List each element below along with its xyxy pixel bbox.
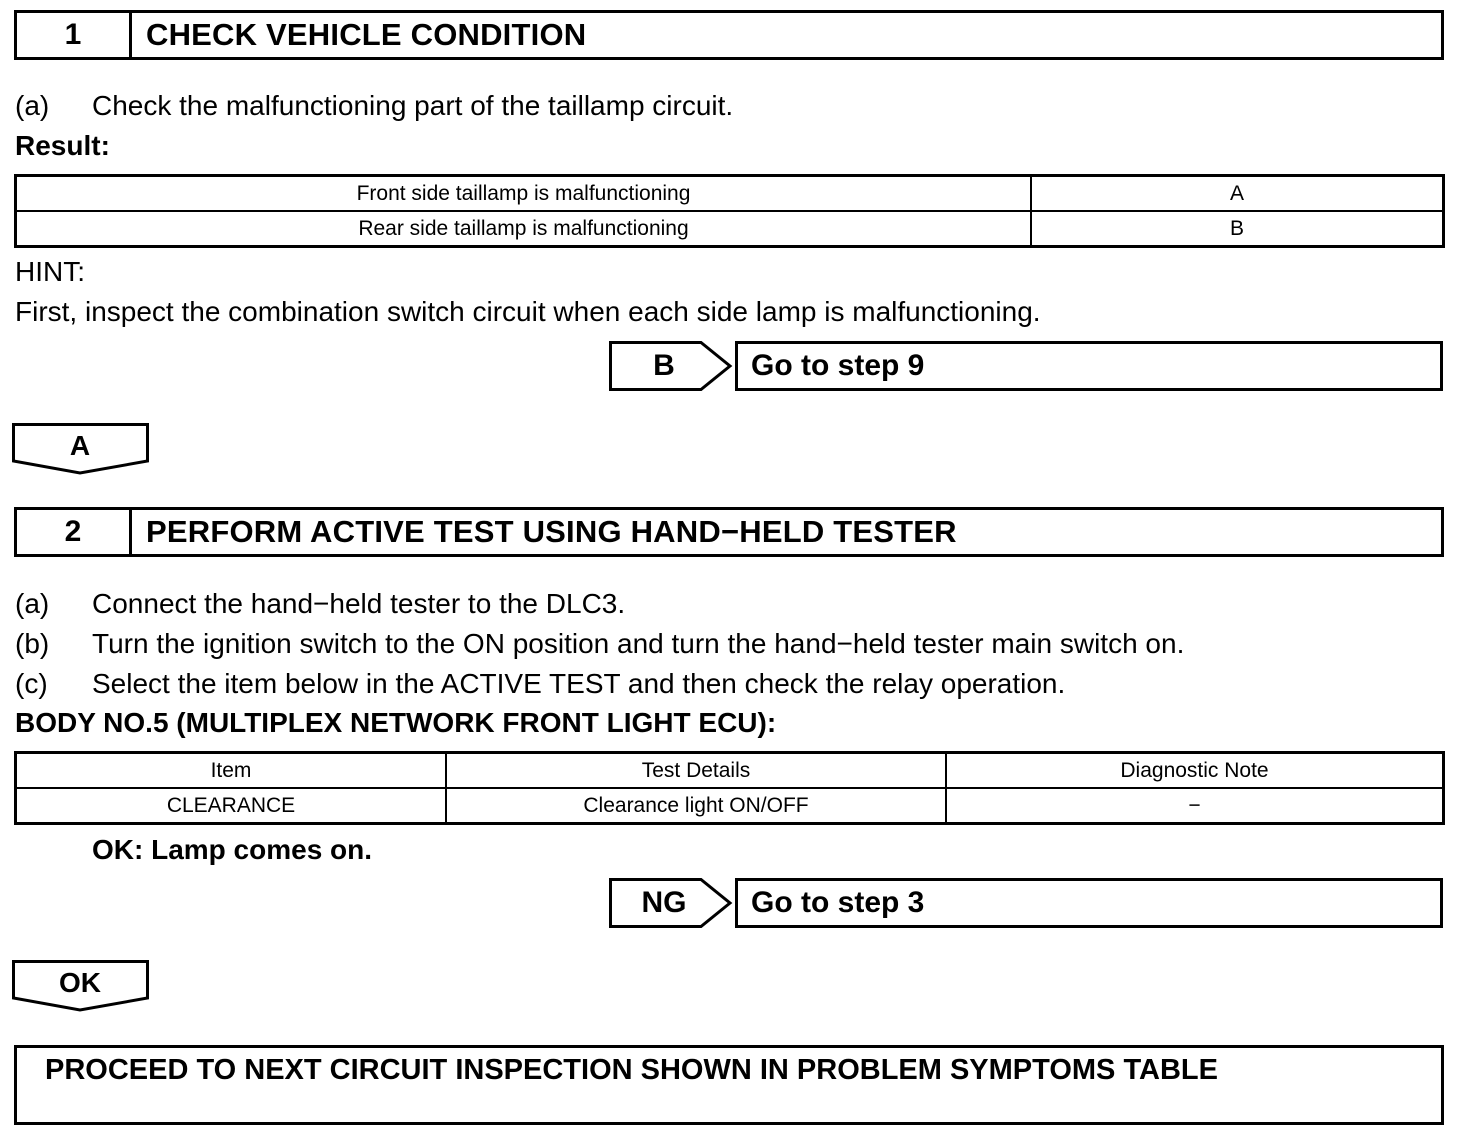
result-condition-cell: Front side taillamp is malfunctioning — [16, 176, 1032, 212]
instruction-text: Select the item below in the ACTIVE TEST and then check the relay operation. — [92, 668, 1066, 699]
step-2-header — [14, 507, 1444, 557]
instruction-label: (a) — [15, 588, 50, 619]
table-row — [16, 211, 1444, 247]
result-condition-cell: Rear side taillamp is malfunctioning — [16, 211, 1032, 247]
continue-a-label: A — [69, 430, 91, 461]
step-2-title: PERFORM ACTIVE TEST USING HAND−HELD TESTER — [146, 514, 957, 549]
cell-diagnostic-note: − — [946, 788, 1444, 824]
branch-b-label: B — [653, 349, 675, 382]
branch-ng-target: Go to step 3 — [735, 878, 1443, 928]
continue-ok-label: OK — [59, 967, 101, 998]
column-header-item: Item — [16, 753, 447, 789]
branch-b[interactable] — [609, 341, 1445, 393]
continue-ok-tag[interactable] — [12, 960, 150, 1012]
table-row — [16, 176, 1444, 212]
instruction-text: Check the malfunctioning part of the taillamp circuit. — [92, 90, 734, 121]
instruction-label: (c) — [15, 668, 48, 699]
step-1-number: 1 — [17, 13, 132, 57]
active-test-heading: BODY NO.5 (MULTIPLEX NETWORK FRONT LIGHT ECU): — [15, 707, 777, 738]
branch-ng[interactable] — [609, 878, 1445, 930]
instruction-label: (a) — [15, 90, 50, 121]
instruction-text: Connect the hand−held tester to the DLC3. — [92, 588, 626, 619]
step-1-title: CHECK VEHICLE CONDITION — [146, 17, 587, 52]
result-code-cell: A — [1031, 176, 1444, 212]
step-2-instruction-a — [15, 588, 625, 620]
hint-label: HINT: — [15, 256, 85, 287]
cell-test-details: Clearance light ON/OFF — [446, 788, 946, 824]
step-2-instruction-c — [15, 668, 1065, 700]
column-header-diagnostic-note: Diagnostic Note — [946, 753, 1444, 789]
column-header-test-details: Test Details — [446, 753, 946, 789]
branch-ng-label: NG — [641, 886, 687, 919]
step-2-number: 2 — [17, 510, 132, 554]
proceed-box: PROCEED TO NEXT CIRCUIT INSPECTION SHOWN IN PROBLEM SYMPTOMS TABLE — [14, 1045, 1444, 1125]
result-heading: Result: — [15, 130, 110, 161]
step-2-instruction-b — [15, 628, 1184, 660]
table-row — [16, 788, 1444, 824]
result-code-cell: B — [1031, 211, 1444, 247]
instruction-label: (b) — [15, 628, 50, 659]
hint-text: First, inspect the combination switch circuit when each side lamp is malfunctioning. — [15, 296, 1041, 327]
continue-a-tag[interactable] — [12, 423, 150, 475]
active-test-table — [14, 751, 1445, 825]
table-header-row — [16, 753, 1444, 789]
result-table — [14, 174, 1445, 248]
cell-item: CLEARANCE — [16, 788, 447, 824]
ok-condition-text: OK: Lamp comes on. — [92, 834, 373, 865]
instruction-text: Turn the ignition switch to the ON position and turn the hand−held tester main switch on. — [92, 628, 1185, 659]
step-1-instruction-a — [15, 90, 733, 122]
branch-b-target: Go to step 9 — [735, 341, 1443, 391]
step-1-header — [14, 10, 1444, 60]
